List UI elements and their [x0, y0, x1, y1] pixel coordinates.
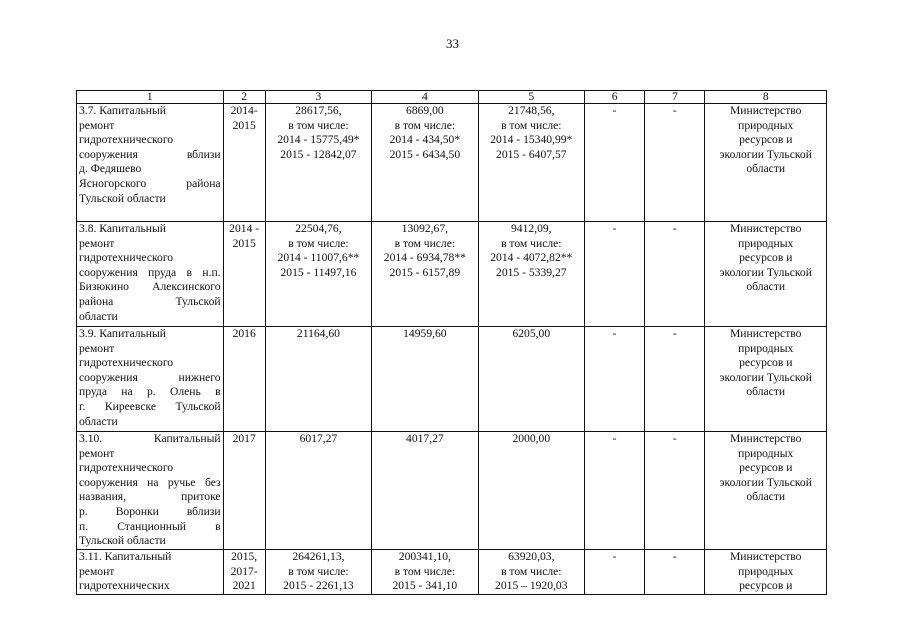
- total-cell-line: 22504,76,: [295, 222, 342, 235]
- executor-cell-line: области: [746, 162, 786, 176]
- col7-cell: -: [645, 222, 705, 327]
- executor-cell-line: экологии Тульской: [719, 147, 812, 161]
- executor-cell-line: ресурсов и: [739, 251, 793, 265]
- regional-budget-cell-line: в том числе:: [501, 564, 562, 578]
- col6-cell: -: [585, 550, 645, 595]
- years-cell-line: 2015: [232, 236, 256, 250]
- years-cell-line: 2014-: [230, 104, 258, 117]
- executor-cell: [705, 550, 827, 595]
- years-cell: [223, 104, 265, 222]
- measure-name-line: Тульской области: [79, 191, 166, 205]
- executor-cell-line: природных: [738, 446, 794, 460]
- years-cell-line: 2016: [232, 327, 256, 340]
- measure-name-line: гидротехнического: [79, 251, 174, 265]
- federal-budget-cell: [372, 327, 478, 432]
- years-cell: [223, 327, 265, 432]
- header-cell: 4: [372, 91, 478, 104]
- total-cell-line: 21164,60: [296, 327, 340, 340]
- measure-name-line: области: [79, 414, 118, 428]
- regional-budget-cell-line: 2014 - 4072,82**: [490, 251, 573, 265]
- years-cell-line: 2017: [232, 432, 256, 445]
- years-cell: [223, 222, 265, 327]
- federal-budget-cell: [372, 222, 478, 327]
- years-cell: [223, 550, 265, 595]
- federal-budget-cell-line: 2014 - 6934,78**: [383, 251, 466, 265]
- measure-name-cell: [77, 327, 224, 432]
- measure-name-line: ремонт: [79, 236, 115, 250]
- measure-name-line: 3.11. Капитальный: [79, 550, 172, 563]
- total-cell: [265, 327, 371, 432]
- total-cell: [265, 104, 371, 222]
- executor-cell-line: природных: [738, 118, 794, 132]
- executor-cell-line: ресурсов и: [739, 579, 793, 593]
- federal-budget-cell-line: 2015 - 6434,50: [389, 147, 461, 161]
- measure-name-line: 3.7. Капитальный: [79, 104, 166, 117]
- regional-budget-cell-line: 9412,09,: [511, 222, 552, 235]
- program-table: [76, 90, 827, 595]
- executor-cell: [705, 104, 827, 222]
- executor-cell-line: природных: [738, 341, 794, 355]
- regional-budget-cell-line: в том числе:: [501, 118, 562, 132]
- measure-name-line: ремонт: [79, 341, 115, 355]
- regional-budget-cell-line: 2000,00: [512, 432, 551, 445]
- header-cell: 6: [585, 91, 645, 104]
- executor-cell-line: Министерство: [729, 104, 802, 117]
- col7-cell: -: [645, 327, 705, 432]
- federal-budget-cell: [372, 104, 478, 222]
- federal-budget-cell-line: 6869,00: [406, 104, 444, 117]
- measure-name-line: сооружения вблизи: [79, 147, 221, 161]
- executor-cell-line: экологии Тульской: [719, 265, 812, 279]
- col7-cell: -: [645, 104, 705, 222]
- measure-name-line: 3.9. Капитальный: [79, 327, 166, 340]
- measure-name-line: ремонт: [79, 564, 115, 578]
- federal-budget-cell: [372, 550, 478, 595]
- executor-cell-line: ресурсов и: [739, 133, 793, 147]
- executor-cell-line: Министерство: [729, 222, 802, 235]
- federal-budget-cell-line: в том числе:: [394, 118, 456, 132]
- measure-name-cell: [77, 432, 224, 550]
- total-cell: [265, 550, 371, 595]
- federal-budget-cell-line: 200341,10,: [398, 550, 451, 563]
- measure-name-line: р. Воронки вблизи: [79, 504, 221, 518]
- table-row: [77, 104, 827, 222]
- measure-name-line: 3.8. Капитальный: [79, 222, 166, 235]
- measure-name-line: названия, притоке: [79, 490, 221, 504]
- executor-cell-line: Министерство: [729, 432, 802, 445]
- measure-name-cell: [77, 222, 224, 327]
- col6-cell: -: [585, 104, 645, 222]
- executor-cell-line: экологии Тульской: [719, 370, 812, 384]
- total-cell: [265, 222, 371, 327]
- col6-cell: -: [585, 222, 645, 327]
- executor-cell: [705, 327, 827, 432]
- executor-cell-line: природных: [738, 564, 794, 578]
- measure-name-line: Тульской области: [79, 534, 166, 548]
- total-cell: [265, 432, 371, 550]
- regional-budget-cell: [478, 550, 584, 595]
- header-cell: 7: [645, 91, 705, 104]
- measure-name-line: Ясногорского района: [79, 176, 221, 190]
- table-row: [77, 432, 827, 550]
- header-cell: 5: [478, 91, 584, 104]
- years-cell-line: 2015,: [231, 550, 258, 563]
- executor-cell-line: Министерство: [729, 327, 802, 340]
- executor-cell-line: экологии Тульской: [719, 475, 812, 489]
- regional-budget-cell-line: 2015 – 1920,03: [495, 579, 568, 593]
- years-cell-line: 2017-: [230, 564, 258, 578]
- federal-budget-cell-line: 2015 - 341,10: [392, 579, 458, 593]
- federal-budget-cell-line: в том числе:: [394, 236, 456, 250]
- federal-budget-cell: [372, 432, 478, 550]
- page-number: 33: [446, 36, 459, 51]
- regional-budget-cell-line: 6205,00: [512, 327, 551, 340]
- measure-name-line: гидротехнического: [79, 356, 174, 370]
- col6-cell: -: [585, 327, 645, 432]
- executor-cell-line: Министерство: [729, 550, 802, 563]
- federal-budget-cell-line: 14959,60: [403, 327, 447, 340]
- executor-cell-line: ресурсов и: [739, 461, 793, 475]
- total-cell-line: 2014 - 15775,49*: [277, 133, 360, 147]
- regional-budget-cell-line: 63920,03,: [508, 550, 555, 563]
- measure-name-line: гидротехнического: [79, 461, 174, 475]
- regional-budget-cell-line: 21748,56,: [508, 104, 555, 117]
- federal-budget-cell-line: 2015 - 6157,89: [389, 265, 461, 279]
- header-cell: 3: [265, 91, 371, 104]
- total-cell-line: 6017,27: [299, 432, 338, 445]
- total-cell-line: 2015 - 2261,13: [283, 579, 354, 593]
- header-row: [77, 91, 827, 104]
- table-row: [77, 550, 827, 595]
- table-row: [77, 222, 827, 327]
- years-cell-line: 2021: [232, 579, 256, 593]
- total-cell-line: в том числе:: [288, 118, 349, 132]
- measure-name-line: ремонт: [79, 118, 115, 132]
- executor-cell: [705, 432, 827, 550]
- years-cell-line: 2015: [232, 118, 256, 132]
- measure-name-line: ремонт: [79, 446, 115, 460]
- total-cell-line: 264261,13,: [292, 550, 345, 563]
- regional-budget-cell-line: 2014 - 15340,99*: [490, 133, 573, 147]
- measure-name-line: п. Станционный в: [79, 519, 221, 533]
- total-cell-line: в том числе:: [288, 236, 349, 250]
- col6-cell: -: [585, 432, 645, 550]
- total-cell-line: в том числе:: [288, 564, 349, 578]
- measure-name-line: области: [79, 309, 118, 323]
- measure-name-line: сооружения пруда в н.п.: [79, 265, 221, 279]
- header-cell: 2: [223, 91, 265, 104]
- federal-budget-cell-line: 13092,67,: [401, 222, 449, 235]
- executor-cell-line: области: [746, 490, 786, 504]
- measure-name-line: пруда на р. Олень в: [79, 385, 221, 399]
- table-row: [77, 327, 827, 432]
- col7-cell: -: [645, 550, 705, 595]
- header-cell: 1: [77, 91, 224, 104]
- regional-budget-cell-line: в том числе:: [501, 236, 562, 250]
- years-cell-line: 2014 -: [229, 222, 260, 235]
- measure-name-line: района Тульской: [79, 294, 221, 308]
- regional-budget-cell: [478, 432, 584, 550]
- header-cell: 8: [705, 91, 827, 104]
- measure-name-line: д. Федяшево: [79, 162, 142, 176]
- measure-name-cell: [77, 550, 224, 595]
- executor-cell-line: природных: [738, 236, 794, 250]
- regional-budget-cell-line: 2015 - 6407,57: [496, 147, 567, 161]
- regional-budget-cell: [478, 222, 584, 327]
- measure-name-cell: [77, 104, 224, 222]
- years-cell: [223, 432, 265, 550]
- executor-cell: [705, 222, 827, 327]
- executor-cell-line: области: [746, 385, 786, 399]
- measure-name-line: г. Киреевске Тульской: [79, 399, 221, 413]
- federal-budget-cell-line: 2014 - 434,50*: [389, 133, 461, 147]
- col7-cell: -: [645, 432, 705, 550]
- total-cell-line: 2015 - 11497,16: [280, 265, 357, 279]
- measure-name-line: сооружения на ручье без: [79, 475, 221, 489]
- regional-budget-cell: [478, 104, 584, 222]
- measure-name-line: 3.10. Капитальный: [79, 432, 221, 445]
- executor-cell-line: ресурсов и: [739, 356, 793, 370]
- federal-budget-cell-line: в том числе:: [394, 564, 456, 578]
- measure-name-line: Бизюкино Алексинского: [79, 280, 221, 294]
- measure-name-line: гидротехнического: [79, 133, 174, 147]
- measure-name-line: сооружения нижнего: [79, 370, 221, 384]
- total-cell-line: 2015 - 12842,07: [280, 147, 357, 161]
- measure-name-line: гидротехнических: [79, 579, 170, 593]
- total-cell-line: 28617,56,: [295, 104, 342, 117]
- executor-cell-line: области: [746, 280, 786, 294]
- regional-budget-cell: [478, 327, 584, 432]
- total-cell-line: 2014 - 11007,6**: [277, 251, 360, 265]
- regional-budget-cell-line: 2015 - 5339,27: [496, 265, 567, 279]
- federal-budget-cell-line: 4017,27: [406, 432, 444, 445]
